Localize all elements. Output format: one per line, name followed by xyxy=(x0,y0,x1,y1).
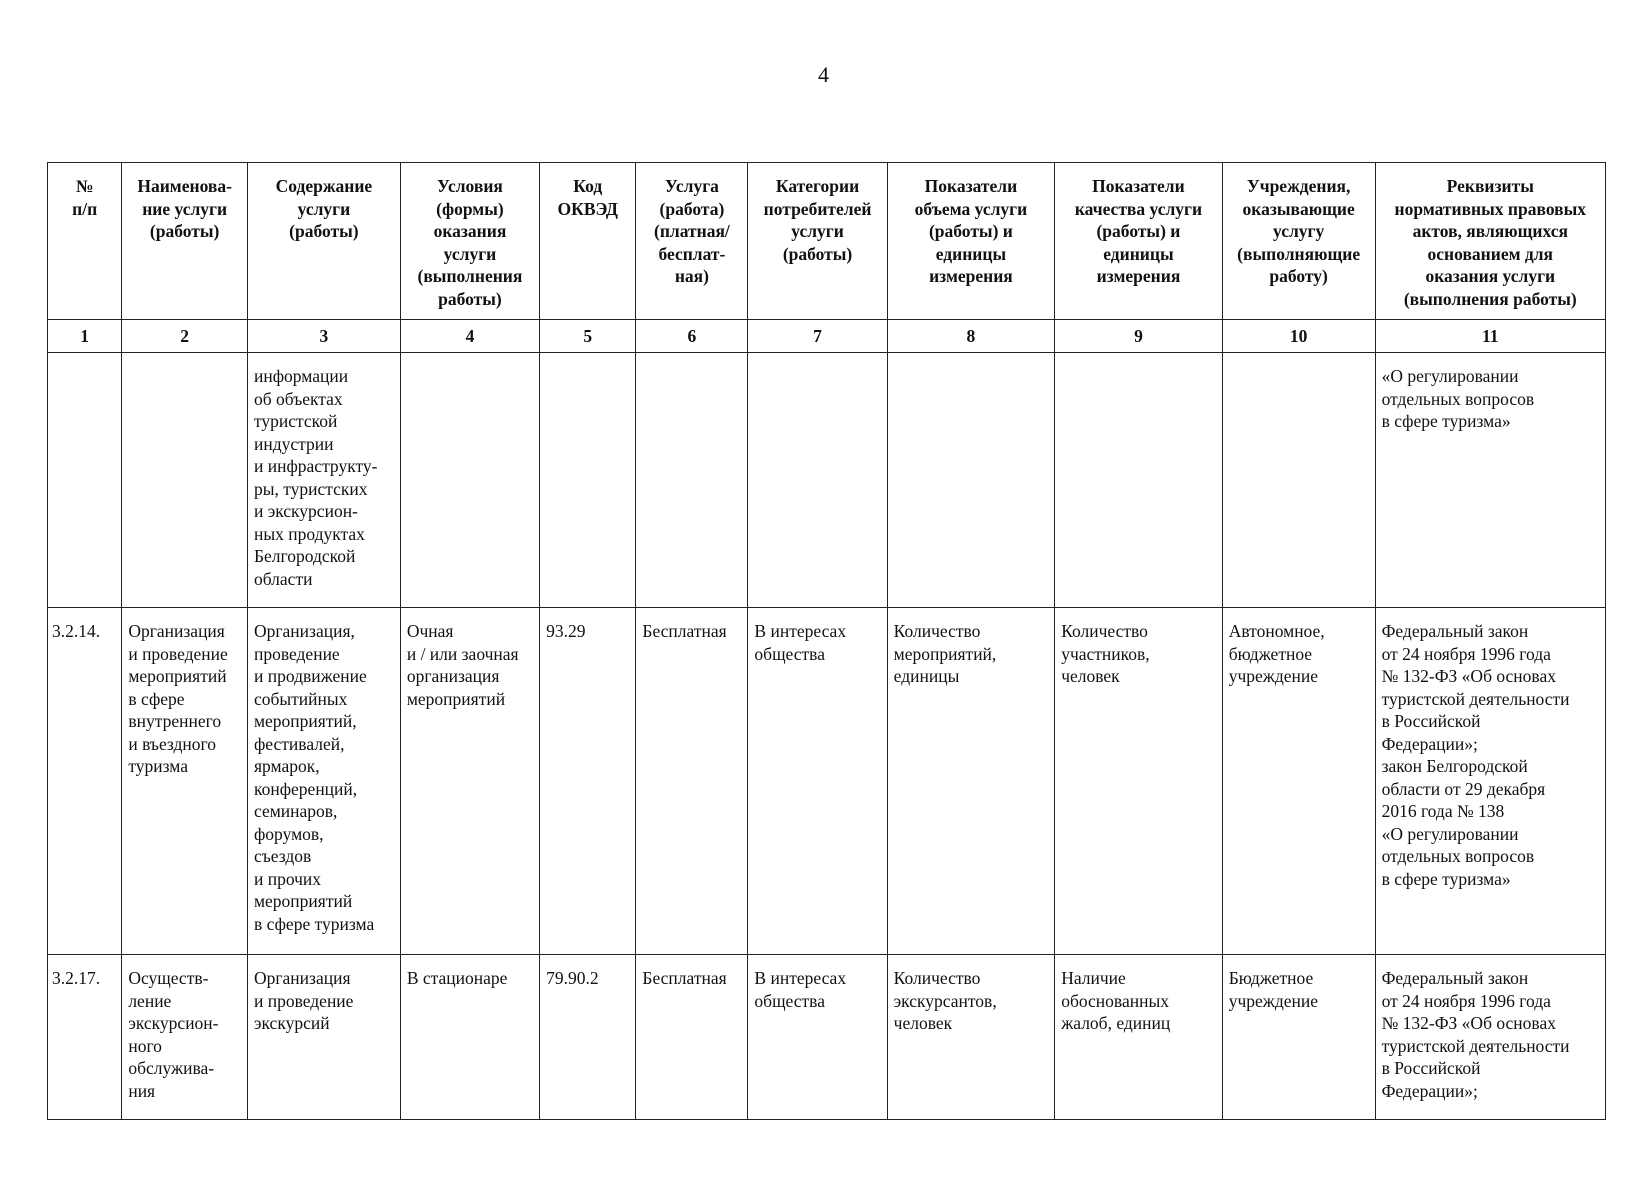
services-table xyxy=(47,162,1606,1120)
column-number: 1 xyxy=(48,320,122,353)
table-row xyxy=(48,608,1606,955)
header-cell-legal-acts: Реквизиты нормативных правовых актов, являющихся основанием для оказания услуги (выполнения работы) xyxy=(1375,163,1605,320)
service-content: информации об объектах туристской индустрии и инфраструкту- ры, туристских и экскурсион- ных продуктах Белгородской области xyxy=(247,353,400,608)
paid-status: Бесплатная xyxy=(636,608,748,955)
column-number: 3 xyxy=(247,320,400,353)
consumer-category: В интересах общества xyxy=(748,608,887,955)
header-cell-quality-indicators: Показатели качества услуги (работы) и единицы измерения xyxy=(1055,163,1223,320)
okved-code: 93.29 xyxy=(540,608,636,955)
volume-indicator xyxy=(887,353,1055,608)
service-name: Осуществ- ление экскурсион- ного обслужива- ния xyxy=(122,955,248,1120)
service-content: Организация, проведение и продвижение событийных мероприятий, фестивалей, ярмарок, конференций, семинаров, форумов, съездов и прочих мероприятий в сфере туризма xyxy=(247,608,400,955)
column-number: 6 xyxy=(636,320,748,353)
quality-indicator: Количество участников, человек xyxy=(1055,608,1223,955)
row-number xyxy=(48,353,122,608)
row-number: 3.2.17. xyxy=(48,955,122,1120)
table-row xyxy=(48,353,1606,608)
header-cell-institutions: Учреждения, оказывающие услугу (выполняющие работу) xyxy=(1222,163,1375,320)
okved-code: 79.90.2 xyxy=(540,955,636,1120)
legal-acts: Федеральный закон от 24 ноября 1996 года № 132-ФЗ «Об основах туристской деятельности в Российской Федерации»; xyxy=(1375,955,1605,1120)
column-number: 4 xyxy=(400,320,539,353)
column-number: 10 xyxy=(1222,320,1375,353)
service-name: Организация и проведение мероприятий в сфере внутреннего и въездного туризма xyxy=(122,608,248,955)
column-number: 5 xyxy=(540,320,636,353)
header-cell-number: № п/п xyxy=(48,163,122,320)
volume-indicator: Количество мероприятий, единицы xyxy=(887,608,1055,955)
column-number: 11 xyxy=(1375,320,1605,353)
institution-type xyxy=(1222,353,1375,608)
page-number: 4 xyxy=(818,62,829,87)
okved-code xyxy=(540,353,636,608)
service-content: Организация и проведение экскурсий xyxy=(247,955,400,1120)
header-cell-consumer-categories: Категории потребителей услуги (работы) xyxy=(748,163,887,320)
header-cell-conditions: Условия (формы) оказания услуги (выполнения работы) xyxy=(400,163,539,320)
row-number: 3.2.14. xyxy=(48,608,122,955)
column-number: 2 xyxy=(122,320,248,353)
paid-status: Бесплатная xyxy=(636,955,748,1120)
table-row xyxy=(48,955,1606,1120)
header-cell-service-content: Содержание услуги (работы) xyxy=(247,163,400,320)
legal-acts: «О регулировании отдельных вопросов в сфере туризма» xyxy=(1375,353,1605,608)
service-conditions: Очная и / или заочная организация мероприятий xyxy=(400,608,539,955)
column-number: 7 xyxy=(748,320,887,353)
quality-indicator xyxy=(1055,353,1223,608)
service-name xyxy=(122,353,248,608)
consumer-category: В интересах общества xyxy=(748,955,887,1120)
table-header-row xyxy=(48,163,1606,320)
service-conditions: В стационаре xyxy=(400,955,539,1120)
institution-type: Бюджетное учреждение xyxy=(1222,955,1375,1120)
legal-acts: Федеральный закон от 24 ноября 1996 года № 132-ФЗ «Об основах туристской деятельности в Российской Федерации»; закон Белгородской области от 29 декабря 2016 года № 138 «О регулировании отдельных вопросов в сфере туризма» xyxy=(1375,608,1605,955)
header-cell-volume-indicators: Показатели объема услуги (работы) и единицы измерения xyxy=(887,163,1055,320)
service-conditions xyxy=(400,353,539,608)
volume-indicator: Количество экскурсантов, человек xyxy=(887,955,1055,1120)
header-cell-paid-free: Услуга (работа) (платная/ бесплат- ная) xyxy=(636,163,748,320)
paid-status xyxy=(636,353,748,608)
header-cell-okved: Код ОКВЭД xyxy=(540,163,636,320)
column-number: 9 xyxy=(1055,320,1223,353)
quality-indicator: Наличие обоснованных жалоб, единиц xyxy=(1055,955,1223,1120)
header-cell-service-name: Наименова- ние услуги (работы) xyxy=(122,163,248,320)
column-numbers-row xyxy=(48,320,1606,353)
institution-type: Автономное, бюджетное учреждение xyxy=(1222,608,1375,955)
column-number: 8 xyxy=(887,320,1055,353)
consumer-category xyxy=(748,353,887,608)
